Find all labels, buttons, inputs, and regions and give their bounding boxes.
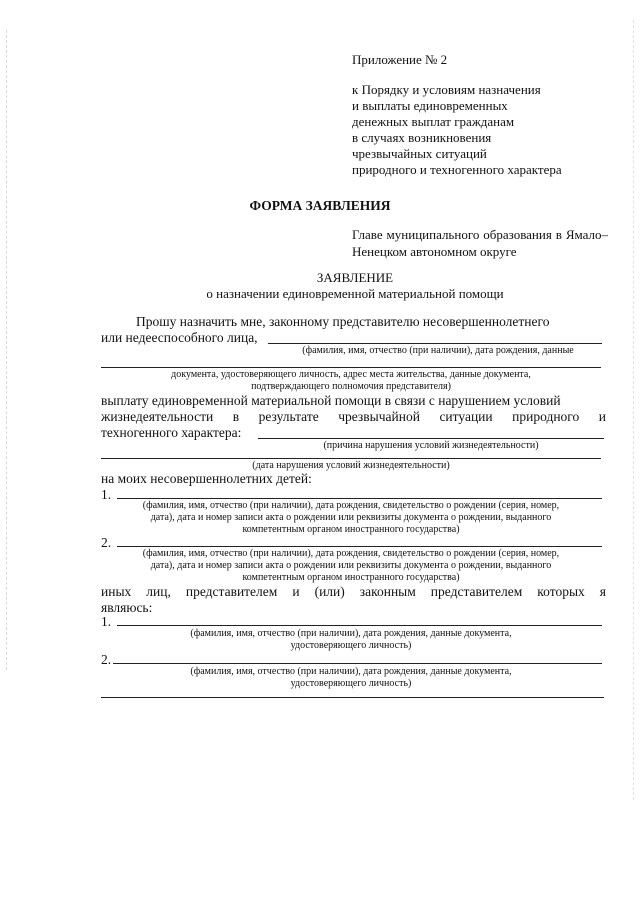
request-line-2: или недееспособного лица,	[101, 330, 258, 345]
person-number-2: 2.	[101, 652, 112, 667]
scan-edge-right	[633, 20, 634, 800]
child-1-caption: (фамилия, имя, отчество (при наличии), дата рождения, свидетельство о рождении (серия, номер,	[142, 500, 560, 511]
applicant-caption: документа, удостоверяющего личность, адрес места жительства, данные документа,	[171, 369, 531, 380]
person-number-1: 1.	[101, 614, 112, 629]
appendix-line: и выплаты единовременных	[352, 98, 508, 113]
statement-title: ЗАЯВЛЕНИЕ	[316, 270, 394, 285]
final-fill-line[interactable]	[101, 697, 604, 698]
scan-edge-left	[6, 30, 7, 670]
addressee: Главе муниципального образования в Ямало–Ненецком автономном округе	[352, 227, 608, 259]
child-1-caption: дата), дата и номер записи акта о рождении или реквизиты документа о рождении, выданного	[150, 512, 552, 523]
date-fill-line[interactable]	[101, 458, 601, 459]
statement-subtitle: о назначении единовременной материальной помощи	[206, 286, 504, 301]
reason-fill-line[interactable]	[258, 438, 604, 439]
person-2-caption: удостоверяющего личность)	[290, 678, 412, 689]
appendix-block	[352, 52, 562, 178]
person-1-caption: (фамилия, имя, отчество (при наличии), дата рождения, данные документа,	[190, 628, 512, 639]
person-1-caption: удостоверяющего личность)	[290, 640, 412, 651]
applicant-caption: (фамилия, имя, отчество (при наличии), дата рождения, данные	[302, 345, 574, 356]
person-2-caption: (фамилия, имя, отчество (при наличии), дата рождения, данные документа,	[190, 666, 512, 677]
others-line-2: являюсь:	[101, 600, 153, 615]
payment-line-1: выплату единовременной материальной помощи в связи с нарушением условий	[101, 393, 561, 408]
date-caption: (дата нарушения условий жизнедеятельности)	[252, 460, 450, 471]
applicant-caption: подтверждающего полномочия представителя)	[251, 381, 451, 392]
appendix-line: природного и техногенного характера	[352, 162, 562, 177]
appendix-line: к Порядку и условиям назначения	[352, 82, 541, 97]
form-title: ФОРМА ЗАЯВЛЕНИЯ	[249, 198, 391, 213]
reason-caption: (причина нарушения условий жизнедеятельности)	[323, 440, 539, 451]
child-2-caption: (фамилия, имя, отчество (при наличии), дата рождения, свидетельство о рождении (серия, номер,	[142, 548, 560, 559]
appendix-number: Приложение № 2	[352, 52, 448, 67]
person-1-fill-line[interactable]	[117, 625, 602, 626]
child-2-caption: дата), дата и номер записи акта о рождении или реквизиты документа о рождении, выданного	[150, 560, 552, 571]
person-2-fill-line[interactable]	[113, 663, 602, 664]
child-number-2: 2.	[101, 535, 112, 550]
applicant-fill-line[interactable]	[268, 343, 602, 344]
payment-line-3: техногенного характера:	[101, 425, 242, 440]
child-2-caption: компетентным органом иностранного государства)	[242, 572, 460, 583]
payment-line-2: жизнедеятельности в результате чрезвычайной ситуации природного и	[101, 409, 606, 424]
child-1-fill-line[interactable]	[117, 498, 602, 499]
applicant-fill-line-2[interactable]	[101, 367, 601, 368]
appendix-line: денежных выплат гражданам	[352, 114, 515, 129]
appendix-line: чрезвычайных ситуаций	[352, 146, 487, 161]
child-2-fill-line[interactable]	[117, 546, 602, 547]
appendix-line: в случаях возникновения	[352, 130, 492, 145]
children-heading: на моих несовершеннолетних детей:	[101, 471, 312, 486]
request-line-1: Прошу назначить мне, законному представителю несовершеннолетнего	[136, 314, 550, 329]
child-1-caption: компетентным органом иностранного государства)	[242, 524, 460, 535]
others-line-1: иных лиц, представителем и (или) законным представителем которых я	[101, 584, 606, 599]
child-number-1: 1.	[101, 487, 112, 502]
